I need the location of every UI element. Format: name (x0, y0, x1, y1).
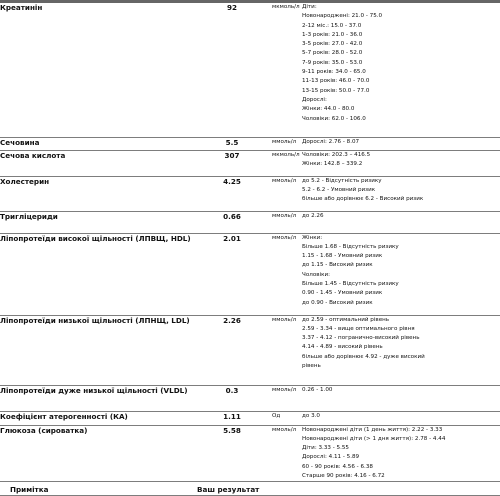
test-value: 1.11 (192, 411, 272, 425)
table-row (0, 150, 500, 176)
reference-line: 2.59 - 3.34 - вище оптимального рівня (302, 325, 415, 332)
reference-range (302, 411, 500, 425)
test-unit: мкмоль/л (272, 150, 302, 176)
reference-line: Жінки: 44.0 - 80.0 (302, 106, 355, 113)
reference-line: рівень (302, 362, 321, 369)
reference-line: 9-11 років: 34.0 - 65.0 (302, 69, 366, 76)
reference-line: 60 - 90 років: 4.56 - 6.38 (302, 463, 373, 470)
reference-range (302, 150, 500, 176)
reference-line: 1.15 - 1.68 - Умовний ризик (302, 253, 383, 260)
reference-line: до 2.59 - оптимальний рівень (302, 316, 390, 323)
table-row (0, 385, 500, 411)
reference-line: 5-7 років: 28.0 - 52.0 (302, 50, 363, 57)
reference-line: Чоловіки: (302, 271, 331, 278)
test-name: Тригліцериди (0, 211, 192, 233)
reference-line: до 3.0 (302, 412, 320, 419)
reference-line: до 2.26 (302, 212, 324, 219)
test-name: Глюкоза (сироватка) (0, 425, 192, 482)
test-unit: мкмоль/л (272, 3, 302, 137)
reference-line: Більше 1.45 - Відсутність ризику (302, 280, 399, 287)
reference-line: Діти: (302, 4, 317, 10)
test-unit: ммоль/л (272, 233, 302, 315)
reference-line: Чоловіки: 62.0 - 106.0 (302, 115, 366, 122)
test-unit: Од (272, 411, 302, 425)
reference-line: 13-15 років: 50.0 - 77.0 (302, 87, 370, 94)
table-row (0, 137, 500, 150)
test-value: 307 (192, 150, 272, 176)
reference-line: Дорослі: 4.11 - 5.89 (302, 454, 360, 461)
results-table (0, 3, 500, 482)
reference-line: 0.26 - 1.00 (302, 386, 333, 393)
reference-range (302, 3, 500, 137)
test-value: 0.66 (192, 211, 272, 233)
test-unit: ммоль/л (272, 385, 302, 411)
reference-line: 2-12 міс.: 15.0 - 37.0 (302, 22, 362, 29)
reference-line: до 5.2 - Відсутність ризику (302, 177, 382, 184)
reference-line: 4.14 - 4.89 - високий рівень (302, 344, 383, 351)
reference-line: Новонароджені діти (> 1 дня життя): 2.78 - 4.44 (302, 435, 446, 442)
reference-line: Дорослі: 2.76 - 8.07 (302, 138, 360, 145)
reference-range (302, 211, 500, 233)
reference-line: Діти: 3.33 - 5.55 (302, 445, 349, 452)
test-name: Холестерин (0, 176, 192, 211)
test-name: Ліпопротеїди низької щільності (ЛПНЩ, LDL) (0, 315, 192, 385)
your-result-label: Ваш результат (197, 485, 260, 494)
reference-line: 3-5 років: 27.0 - 42.0 (302, 41, 363, 48)
reference-line: Старше 90 років: 4.16 - 6.72 (302, 472, 385, 479)
test-name: Ліпопротеїди дуже низької щільності (VLDL) (0, 385, 192, 411)
table-row (0, 411, 500, 425)
reference-line: Жінки: (302, 234, 323, 241)
reference-line: 5.2 - 6.2 - Умовний ризик (302, 186, 376, 193)
reference-line: 7-9 років: 35.0 - 53.0 (302, 59, 363, 66)
test-unit: ммоль/л (272, 137, 302, 150)
reference-range (302, 233, 500, 315)
test-value: 5.58 (192, 425, 272, 482)
table-row (0, 3, 500, 137)
test-value: 4.25 (192, 176, 272, 211)
note-label: Примітка (10, 485, 49, 494)
table-row (0, 425, 500, 482)
reference-line: 0.90 - 1.45 - Умовний ризик (302, 290, 383, 297)
reference-line: більше або дорівнює 6.2 - Високий ризик (302, 196, 424, 203)
test-value: 2.01 (192, 233, 272, 315)
reference-line: Дорослі: (302, 96, 327, 103)
reference-range (302, 137, 500, 150)
table-row (0, 315, 500, 385)
test-unit: ммоль/л (272, 211, 302, 233)
table-row (0, 211, 500, 233)
reference-line: Чоловіки: 202.3 – 416.5 (302, 151, 371, 158)
test-name: Ліпопротеїди високої щільності (ЛПВЩ, HDL) (0, 233, 192, 315)
reference-line: Новонароджені діти (1 день життя): 2.22 - 3.33 (302, 426, 443, 433)
test-value: 92 (192, 3, 272, 137)
test-unit: ммоль/л (272, 176, 302, 211)
reference-line: Новонароджені: 21.0 - 75.0 (302, 13, 383, 20)
test-value: 2.26 (192, 315, 272, 385)
test-name: Креатинін (0, 3, 192, 137)
table-row (0, 233, 500, 315)
reference-line: 11-13 років: 46.0 - 70.0 (302, 78, 370, 85)
table-row (0, 176, 500, 211)
reference-range (302, 385, 500, 411)
reference-range (302, 176, 500, 211)
test-name: Коефіцієнт атерогенності (КА) (0, 411, 192, 425)
test-unit: ммоль/л (272, 425, 302, 482)
test-unit: ммоль/л (272, 315, 302, 385)
reference-line: до 0.90 - Високий ризик (302, 299, 373, 306)
reference-line: 3.37 - 4.12 - пограничнo-високий рівень (302, 335, 420, 342)
test-name: Сечова кислота (0, 150, 192, 176)
test-name: Сечовина (0, 137, 192, 150)
test-value: 5.5 (192, 137, 272, 150)
reference-range (302, 315, 500, 385)
reference-line: до 1.15 - Високий ризик (302, 262, 373, 269)
reference-line: 1-3 років: 21.0 - 36.0 (302, 31, 363, 38)
reference-line: Жінки: 142.8 – 339.2 (302, 160, 363, 167)
reference-line: більше або дорівнює 4.92 - дуже високий (302, 353, 425, 360)
reference-range (302, 425, 500, 482)
test-value: 0.3 (192, 385, 272, 411)
reference-line: Більше 1.68 - Відсутність ризику (302, 243, 399, 250)
results-body (0, 3, 500, 482)
